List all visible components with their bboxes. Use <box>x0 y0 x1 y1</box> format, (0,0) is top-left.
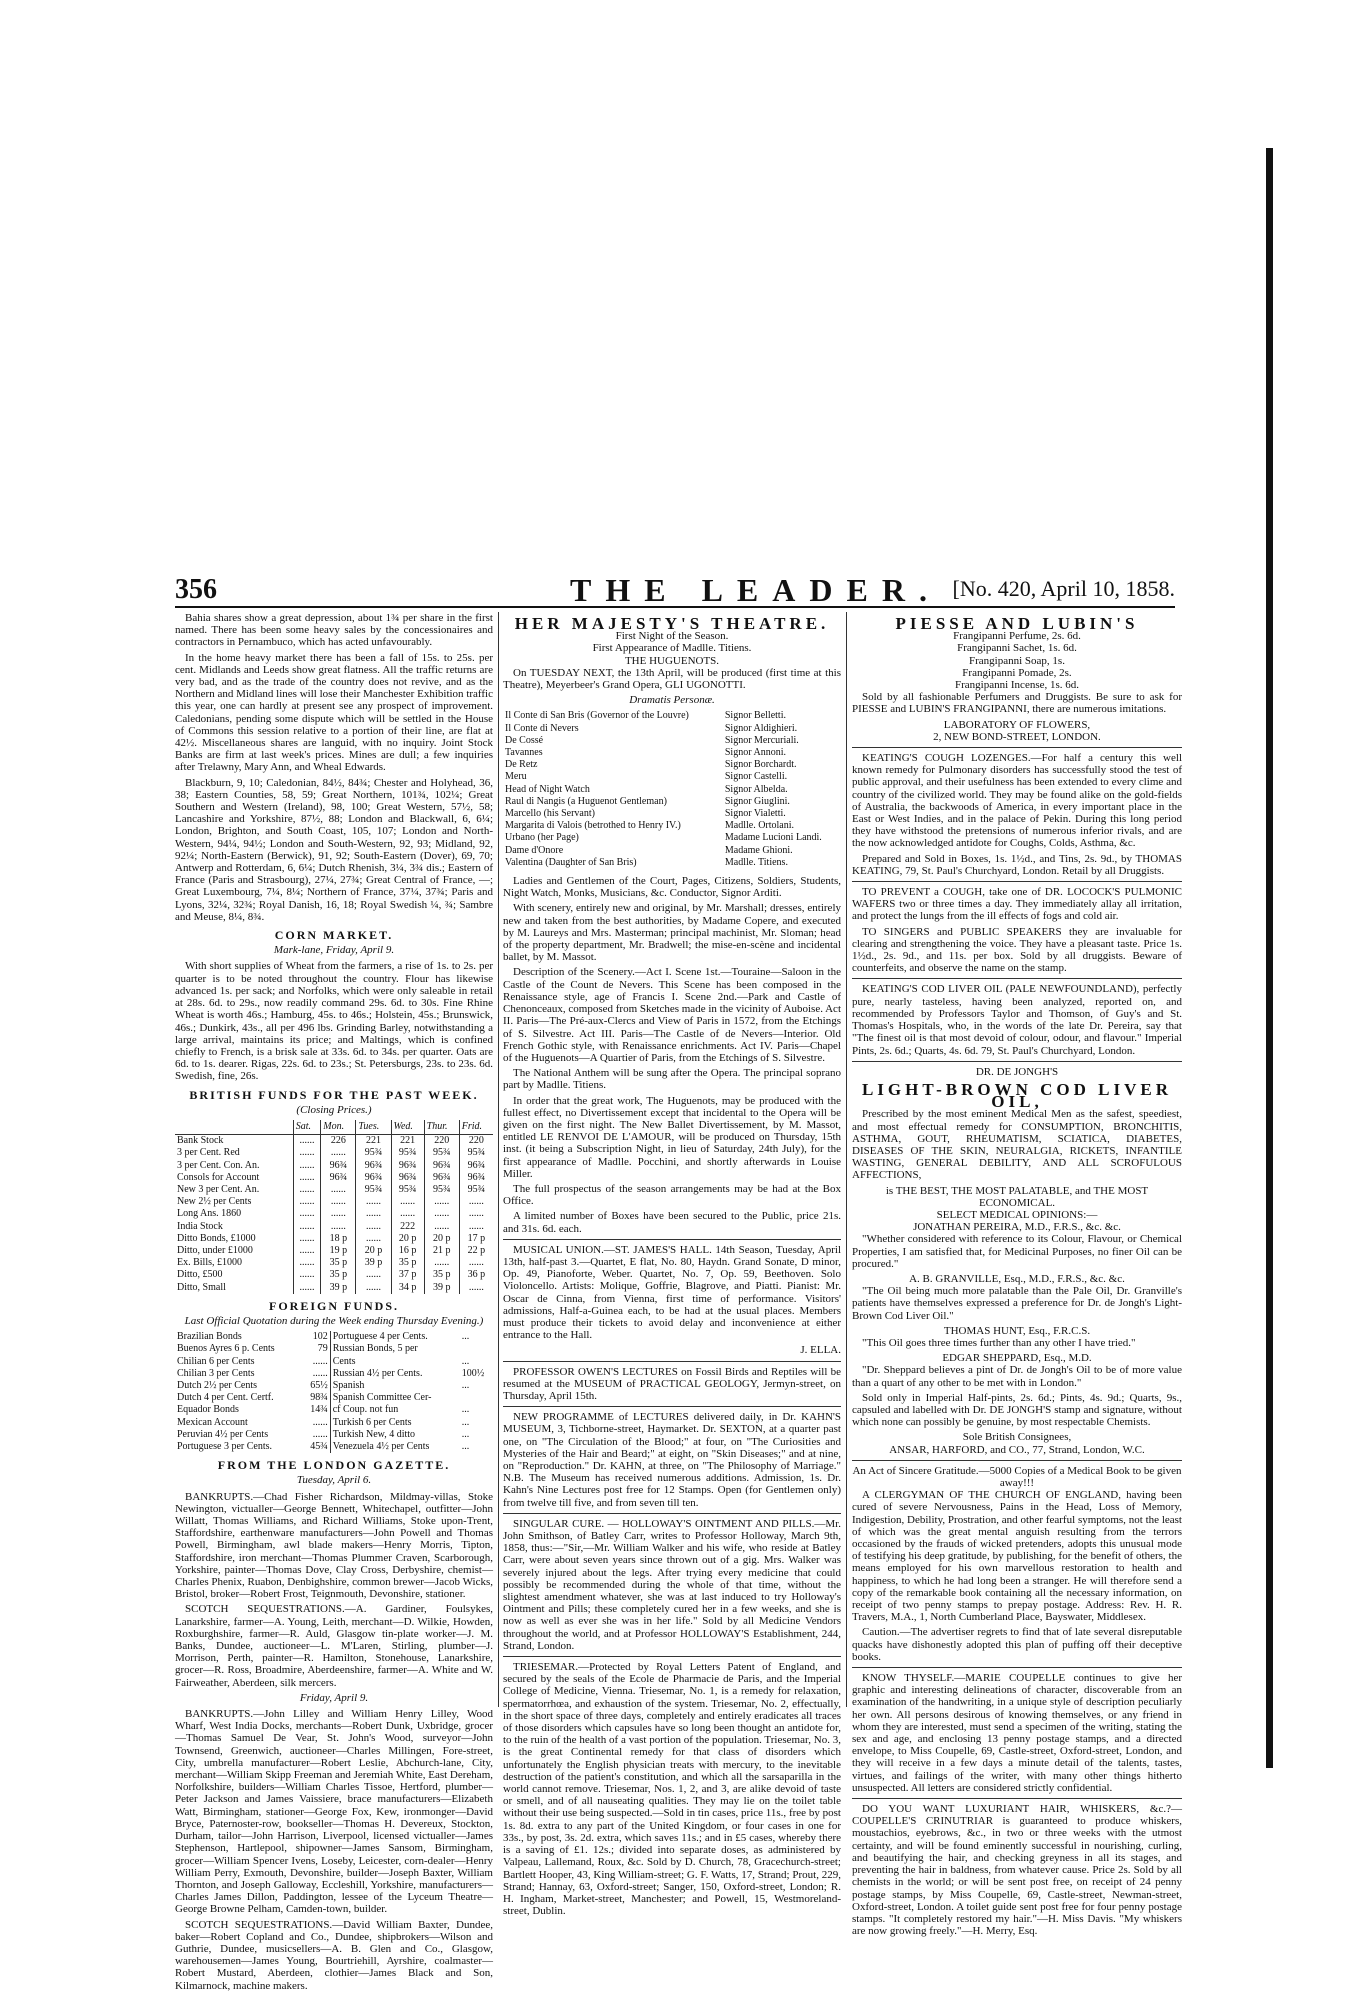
theatre-sub-3: THE HUGUENOTS. <box>624 654 720 667</box>
table-cell: Dame d'Onore <box>505 844 564 856</box>
theatre-paragraph-3: With scenery, entirely new and original, by Mr. Marshall; dresses, entirely new and taken from the best authorities, by Madame Copere, and executed by M. Laureys and Mrs. Masterman; principal machinist, Mr. Sloman; head of the property department, Mr. Bradwell; the mise-en-scène and incidental ballet, by M. Massot. <box>503 902 841 964</box>
table-row <box>503 845 841 857</box>
table-cell: 16 p <box>391 1245 424 1257</box>
whiskers-ad: DO YOU WANT LUXURIANT HAIR, WHISKERS, &c.?—COUPELLE'S CRINUTRIAR is guaranteed to produce whiskers, moustachios, eyebrows, &c., in two or three weeks with the utmost certainty, and will be found eminently successful in nourishing, curling, and beautifying the hair, and checking greyness in all its stages, and preventing the hair in baldness, from whatever cause. Price 2s. Sold by all chemists in the world; or will be sent post free, on receipt of 24 penny postage stamps, by Miss Coupelle, 69, Castle-street, Newman-street, Oxford-street, London. A toilet guide sent post free for four penny postage stamps. "It completely restored my hair."—H. Miss Davis. "My whiskers are now growing freely."—H. Merry, Esq. <box>852 1803 1182 1938</box>
separator <box>852 1798 1182 1799</box>
table-row <box>503 820 841 832</box>
table-cell: ...... <box>293 1269 321 1281</box>
table-row <box>175 1245 493 1257</box>
funds-header-cell: Sat. <box>293 1120 321 1135</box>
funds-header-cell: Tues. <box>356 1120 391 1135</box>
gazette-bankrupts-2: BANKRUPTS.—John Lilley and William Henry Lilley, Wood Wharf, West India Docks, merchants—Robert Dunk, Uxbridge, grocer—Thomas Samuel De Vear, St. John's Wood, surveyor—John Townsend, Greenwich, auctioneer—Charles Millingen, Fore-street, City, umbrella manufacturer—Robert Leslie, Abchurch-lane, City, merchant—William Skipp Freeman and Jeremiah White, East Dereham, Norfolkshire, builders—William Charles Tissoe, Hertford, plumber—Peter Jackson and James Vaissiere, brace manufacturers—Elizabeth Watt, Birmingham, stationer—George Fox, Kew, ironmonger—David Bryce, Paternoster-row, bookseller—Thomas H. Devereux, Stockton, Durham, tailor—John Harrison, Liverpool, licensed victualler—James Stephenson, Hartlepool, shipowner—James Sansom, Birmingham, grocer—William Spencer Ivens, Loseby, Leicester, corn-dealer—Henry William Perry, Exmouth, Devonshire, builder—Joseph Baxter, William Thornton, and Joseph Galloway, Eccleshill, Yorkshire, manufacturers—Charles James Dillon, Paddington, lessee of the Lyceum Theatre—George Browne Pelham, Camden-town, builder. <box>175 1708 493 1916</box>
table-cell: ...... <box>424 1196 459 1208</box>
table-cell: ...... <box>459 1208 493 1220</box>
table-cell: 95¾ <box>391 1184 424 1196</box>
theatre-paragraph-8: A limited number of Boxes have been secured to the Public, price 21s. and 31s. 6d. each. <box>503 1210 841 1235</box>
table-row <box>503 808 841 820</box>
table-cell: 21 p <box>424 1245 459 1257</box>
table-cell: Cents <box>332 1355 356 1367</box>
table-cell: 35 p <box>424 1269 459 1281</box>
table-cell: 96¾ <box>424 1172 459 1184</box>
gazette-scotch-2: SCOTCH SEQUESTRATIONS.—David William Baxter, Dundee, baker—Robert Copland and Co., Dundee, shipbrokers—Wilson and Guthrie, Dundee, musicsellers—A. B. Glen and Co., Glasgow, warehousemen—James Young, Bourtriehill, Ayrshire, coalmaster—Robert Mustard, Aberdeen, clothier—James Black and Son, Kilmarnock, machine makers. <box>175 1918 493 1992</box>
foreign-funds-table <box>175 1331 493 1453</box>
list-item: Frangipanni Incense, 1s. 6d. <box>954 679 1080 692</box>
table-cell: 95¾ <box>391 1147 424 1159</box>
theatre-paragraph-5: The National Anthem will be sung after the Opera. The principal soprano part by Madlle. Titiens. <box>503 1067 841 1092</box>
british-funds-title: BRITISH FUNDS FOR THE PAST WEEK. <box>189 1087 479 1102</box>
table-cell: Madame Lucioni Landi. <box>724 832 822 844</box>
table-cell: 36 p <box>459 1269 493 1281</box>
table-row <box>175 1356 493 1368</box>
opinion-4: "Dr. Sheppard believes a pint of Dr. de Jongh's Oil to be of more value than a quart of any other to be met with in London." <box>852 1364 1182 1389</box>
theatre-paragraph-6: In order that the great work, The Huguenots, may be produced with the fullest effect, no Divertissement except that incidental to the Opera will be given on the first night. The New Ballet Divertissement, by M. Massot, entitled LE RENVOI DE L'AMOUR, will be produced on Thursday, 15th inst. (it being a Subscription Night, in lieu of Saturday, 24th July), for the first appearance of Madlle. Pocchini, and shortly afterwards in Louise Miller. <box>503 1094 841 1180</box>
table-cell: ...... <box>303 1429 331 1441</box>
table-row <box>175 1233 493 1245</box>
market-paragraph-2: In the home heavy market there has been a fall of 15s. to 25s. per cent. Midlands and Leeds show great flatness. All the traffic returns are very bad, and as the trade of the country does not revive, and as the Northern and Midland lines will lose their Manchester Exhibition traffic this year, one can hardly at present see any prospect of improvement. Caledonians, pending some dispute which will be settled in the House of Commons this session relative to a portion of their line, are flat at 42½. Miscellaneous shares are languid, with no inquiry. Joint Stock Banks are firm at last week's prices. Mines are dull; a few inquiries after Trelawny, Mary Ann, and Wheal Edwards. <box>175 651 493 774</box>
table-cell: Valentina (Daughter of San Bris) <box>505 856 637 868</box>
table-cell: ... <box>461 1355 470 1367</box>
table-cell: Madame Ghioni. <box>724 844 793 856</box>
funds-header-cell: Mon. <box>321 1120 356 1135</box>
table-cell: ...... <box>293 1282 321 1294</box>
triesemar-ad: TRIESEMAR.—Protected by Royal Letters Patent of England, and secured by the seals of the Ecole de Pharmacie de Paris, and the Imperial College of Medicine, Vienna. Triesemar, No. 1, is a remedy for relaxation, spermatorrhœa, and exhaustion of the system. Triesemar, No. 2, effectually, in the short space of three days, completely and entirely eradicates all traces of those disorders which capsules have so long been thought an antidote for, to the ruin of the health of a vast portion of the population. Triesemar, No. 3, is the great Continental remedy for that class of disorders which unfortunately the English physician treats with mercury, to the inevitable destruction of the patient's constitution, and which all the sarsaparilla in the world cannot remove. Triesemar, Nos. 1, 2, and 3, are alike devoid of taste or smell, and of all nauseating qualities. They may lie on the toilet table without their use being suspected.—Sold in tin cases, price 11s., free by post 1s. 8d. extra to any part of the United Kingdom, or four cases in one for 33s., by post, 3s. 2d. extra, which saves 11s.; and in £5 cases, whereby there is a saving of £1. 12s.; divided into separate doses, as administered by Valpeau, Lallemand, Roux, &c. Sold by D. Church, 78, Gracechurch-street; Bartlett Hooper, 43, King William-street; G. F. Watts, 17, Strand; Prout, 229, Strand; Hannay, 63, Oxford-street; Sanger, 150, Oxford-street, London; R. H. Ingham, Market-street, Manchester; and Powell, 15, Westmoreland-street, Dublin. <box>503 1661 841 1918</box>
table-cell: ...... <box>293 1208 321 1220</box>
jongh-title: LIGHT-BROWN COD LIVER OIL, <box>861 1079 1173 1112</box>
table-cell: 95¾ <box>459 1184 493 1196</box>
table-cell: Meru <box>505 771 527 783</box>
table-cell: Turkish New, 4 ditto <box>332 1428 416 1440</box>
table-cell: 226 <box>321 1135 356 1148</box>
table-row <box>175 1404 493 1416</box>
table-cell: ...... <box>303 1356 331 1368</box>
table-row <box>175 1208 493 1220</box>
separator <box>503 1513 841 1514</box>
table-cell: ...... <box>321 1196 356 1208</box>
keating-cough-ad: KEATING'S COUGH LOZENGES.—For half a century this well known remedy for Pulmonary disorders has successfully stood the test of public approval, and their usefulness has been extended to every clime and country of the civilized world. They may be found alike on the gold-fields of Australia, the backwoods of America, in every important place in the East or West Indies, and in the palace of Pekin. During this long period they have withstood the pretensions of numerous inferior rivals, and are the now acknowledged antidote for Coughs, Colds, Asthma, &c. <box>852 752 1182 850</box>
table-cell: ...... <box>321 1208 356 1220</box>
table-cell: Signor Albelda. <box>724 783 788 795</box>
table-cell: cf Coup. not fun <box>332 1404 399 1416</box>
foreign-funds-title: FOREIGN FUNDS. <box>268 1298 399 1313</box>
table-row <box>175 1380 493 1392</box>
theatre-paragraph-7: The full prospectus of the season arrangements may be had at the Box Office. <box>503 1182 841 1208</box>
opinion-2: "The Oil being much more palatable than the Pale Oil, Dr. Granville's patients have themselves expressed a preference for Dr. de Jongh's Light-Brown Cod Liver Oil." <box>852 1285 1182 1322</box>
table-cell: Long Ans. 1860 <box>177 1208 242 1220</box>
table-cell: 45¾ <box>303 1441 331 1453</box>
table-row <box>503 832 841 844</box>
market-paragraph-1: Bahia shares show a great depression, about 1¾ per share in the first named. There has been some heavy sales by the concessionaires and contractors in Pernambuco, which has acted unfavourably. <box>175 612 493 649</box>
holloway-ad: SINGULAR CURE. — HOLLOWAY'S OINTMENT AND PILLS.—Mr. John Smithson, of Batley Carr, writes to Professor Holloway, March 9th, 1858, thus:—"Sir,—Mr. William Walker and his wife, who reside at Batley Carr, were about seven years since thrown out of a gig. Mrs. Walker was severely injured about the legs. After trying every medicine that could possibly be recommended during the whole of that time, without the slightest amendment whatever, she was at last induced to try Holloway's Ointment and Pills; these completely cured her in a few weeks, and she is now as well as ever she was in her life." Sold by all Medicine Vendors throughout the world, and at Professor HOLLOWAY'S Establishment, 244, Strand, London. <box>503 1517 841 1652</box>
table-cell: ...... <box>356 1196 391 1208</box>
table-cell: 95¾ <box>424 1147 459 1159</box>
table-cell: 20 p <box>424 1233 459 1245</box>
separator <box>852 747 1182 748</box>
table-cell: Ditto, under £1000 <box>177 1244 253 1256</box>
table-row <box>503 771 841 783</box>
table-cell: Brazilian Bonds <box>177 1331 242 1343</box>
opinion-1: "Whether considered with reference to its Colour, Flavour, or Chemical Properties, I am satisfied that, for Medicinal Purposes, no finer Oil can be procured." <box>852 1233 1182 1270</box>
table-cell: 95¾ <box>356 1184 391 1196</box>
table-cell: De Cossé <box>505 734 544 746</box>
table-cell: 35 p <box>321 1257 356 1269</box>
clergyman-ad: A CLERGYMAN OF THE CHURCH OF ENGLAND, having been cured of severe Nervousness, Pains in the Head, Loss of Memory, Indigestion, Debility, Prostration, and other fearful symptoms, not the least of which was the great mental anguish resulting from the terrors occasioned by the frauds of wicked pretenders, adopts this unusual mode of testifying his deep gratitude, by publishing, for the benefit of others, the means employed for his own marvellous restoration to health and happiness, to which he had long been a stranger. He will therefore send a copy of the remarkable book containing all the necessary information, on receipt of two penny stamps to prepay postage. Address: Rev. H. R. Travers, M.A., 1, North Cumberland Place, Bayswater, Middlesex. <box>852 1489 1182 1624</box>
table-cell: Il Conte di Nevers <box>505 722 579 734</box>
table-cell: Portuguese 4 per Cents. <box>332 1331 428 1343</box>
table-cell: New 3 per Cent. An. <box>177 1183 260 1195</box>
table-cell: Signor Giuglini. <box>724 795 790 807</box>
table-cell: India Stock <box>177 1220 223 1232</box>
theatre-paragraph-4: Description of the Scenery.—Act I. Scene 1st.—Touraine—Saloon in the Castle of the Count de Nevers. This Scene has been composed in the Renaissance style, age of Francis I. Scene 2nd.—Park and Castle of Chenonceaux, composed from Sketches made in the vicinity of Auboise. Act II. Paris—The Pré-aux-Clercs and View of Paris in 1572, from the Etchings of S. Silvestre. Act III. Paris—The Castle of de Nevers—Interior. Old French Gothic style, with Renaissance enrichments. Act IV. Paris—Chapel of the Huguenots—A Quartier of Paris, from the Etchings of S. Silvestre. <box>503 966 841 1064</box>
table-cell: 96¾ <box>391 1172 424 1184</box>
table-cell: 95¾ <box>424 1184 459 1196</box>
issue-info: [No. 420, April 10, 1858. <box>952 576 1175 601</box>
table-cell: 221 <box>356 1135 391 1148</box>
table-cell: 96¾ <box>321 1172 356 1184</box>
separator <box>503 1656 841 1657</box>
table-row <box>175 1172 493 1184</box>
table-cell: 35 p <box>391 1257 424 1269</box>
table-cell: 96¾ <box>321 1160 356 1172</box>
header-rule <box>175 606 1175 608</box>
jongh-best: is THE BEST, THE MOST PALATABLE, and THE MOST ECONOMICAL. <box>885 1184 1149 1209</box>
table-row <box>503 747 841 759</box>
table-row <box>175 1184 493 1196</box>
table-cell: ... <box>461 1441 470 1452</box>
table-cell: ...... <box>424 1257 459 1269</box>
funds-header-cell: Frid. <box>459 1120 493 1135</box>
table-cell: Chilian 6 per Cents <box>177 1355 255 1367</box>
jongh-address: ANSAR, HARFORD, and CO., 77, Strand, London, W.C. <box>889 1443 1145 1456</box>
table-cell: ...... <box>293 1196 321 1208</box>
table-cell: ...... <box>321 1147 356 1159</box>
table-cell: 17 p <box>459 1233 493 1245</box>
gazette-date-1: Tuesday, April 6. <box>296 1474 372 1487</box>
table-row <box>175 1282 493 1294</box>
table-cell: 14¾ <box>303 1404 331 1416</box>
piesse-product-list <box>852 630 1182 691</box>
table-row <box>175 1160 493 1172</box>
table-cell: 39 p <box>356 1257 391 1269</box>
table-row <box>503 759 841 771</box>
clergyman-pre: An Act of Sincere Gratitude.—5000 Copies of a Medical Book to be given away!!! <box>852 1464 1182 1489</box>
opinion-1-name: JONATHAN PEREIRA, M.D., F.R.S., &c. &c. <box>913 1221 1121 1234</box>
table-row <box>175 1429 493 1441</box>
table-cell: Signor Borchardt. <box>724 759 797 771</box>
theatre-sub-1: First Night of the Season. <box>615 630 729 643</box>
table-cell: ...... <box>459 1196 493 1208</box>
jongh-pre-title: DR. DE JONGH'S <box>975 1065 1059 1078</box>
table-cell: ...... <box>293 1233 321 1245</box>
table-cell: Spanish <box>332 1379 365 1391</box>
table-row <box>175 1257 493 1269</box>
separator <box>503 1361 841 1362</box>
table-cell: Head of Night Watch <box>505 783 590 795</box>
table-cell: ...... <box>391 1196 424 1208</box>
piesse-text: Sold by all fashionable Perfumers and Druggists. Be sure to ask for PIESSE and LUBIN'S FRANGIPANNI, there are numerous imitations. <box>852 691 1182 716</box>
table-cell: Dutch 2½ per Cents <box>177 1379 257 1391</box>
table-cell: ...... <box>356 1282 391 1294</box>
table-cell: ...... <box>293 1257 321 1269</box>
list-item: Frangipanni Sachet, 1s. 6d. <box>957 642 1077 655</box>
table-cell: 100½ <box>461 1367 485 1379</box>
keating-oil-ad: KEATING'S COD LIVER OIL (PALE NEWFOUNDLAND), perfectly pure, nearly tasteless, having been analyzed, reported on, and recommended by Professors Taylor and Thomson, of Guy's and St. Thomas's Hospitals, who, in the words of the late Dr. Pereira, say that "The finest oil is that most devoid of colour, odour, and flavour." Imperial Pints, 2s. 6d.; Quarts, 4s. 6d. 79, St. Paul's Churchyard, London. <box>852 983 1182 1057</box>
table-cell: 18 p <box>321 1233 356 1245</box>
separator <box>852 1061 1182 1062</box>
funds-header-cell <box>175 1120 293 1135</box>
table-cell: Spanish Committee Cer- <box>332 1392 432 1404</box>
page-header <box>175 570 1175 610</box>
table-cell: 96¾ <box>424 1160 459 1172</box>
table-cell: 35 p <box>321 1269 356 1281</box>
table-cell <box>460 1343 493 1355</box>
table-cell: ...... <box>459 1282 493 1294</box>
gazette-bankrupts-1: BANKRUPTS.—Chad Fisher Richardson, Mildmay-villas, Stoke Newington, victualler—George Bennett, Whitechapel, outfitter—John Willatt, Thomas Williams, and Richard Williams, Stoke upon-Trent, Staffordshire, earthenware manufacturers—John Powell and Thomas Powell, Birmingham, awl blade makers—Henry Morris, Tipton, Staffordshire, iron merchant—Thomas Plummer Craven, Scarborough, Yorkshire, painter—Thomas Dove, Clay Cross, Derbyshire, chemist—Charles Phenix, Ruabon, Denbighshire, common brewer—Jacob Wicks, Bristol, broker—Robert Frost, Teignmouth, Devonshire, stationer. <box>175 1490 493 1601</box>
table-cell: ...... <box>459 1257 493 1269</box>
table-cell: 20 p <box>356 1245 391 1257</box>
table-cell: Chilian 3 per Cents <box>177 1367 255 1379</box>
table-cell: Signor Annoni. <box>724 747 786 759</box>
table-cell <box>460 1392 493 1404</box>
table-cell: 95¾ <box>459 1147 493 1159</box>
table-cell: 39 p <box>424 1282 459 1294</box>
table-row <box>503 735 841 747</box>
column-3 <box>852 612 1182 1938</box>
select-opinions: SELECT MEDICAL OPINIONS:— <box>936 1208 1098 1221</box>
table-cell: Portuguese 3 per Cents. <box>177 1441 272 1452</box>
column-1 <box>175 612 493 1992</box>
table-cell: ...... <box>293 1245 321 1257</box>
piesse-address-1: LABORATORY OF FLOWERS, <box>943 718 1091 731</box>
table-cell: Venezuela 4½ per Cents <box>332 1441 430 1452</box>
table-row <box>503 857 841 869</box>
musical-union-ad: MUSICAL UNION.—ST. JAMES'S HALL. 14th Season, Tuesday, April 13th, half-past 3.—Quartet, E flat, No. 80, Haydn. Grand Sonate, D minor, Op. 49, Pianoforte, Weber. Quartet, No. 7, Op. 59, Beethoven. Solo Violoncello. Artists: Molique, Goffrie, Blagrove, and Piatti. Pianist: Mr. Oscar de Cinna, from Vienna, first time of performance. Visitors' admissions, Half-a-Guinea each, to be had at the usual places. Members must produce their tickets to avoid delay and inconvenience at either entrance to the Hall. <box>503 1243 841 1342</box>
table-row <box>503 784 841 796</box>
table-row <box>175 1417 493 1429</box>
table-cell: 220 <box>424 1135 459 1148</box>
railway-prices: Blackburn, 9, 10; Caledonian, 84½, 84¾; Chester and Holyhead, 36, 38; Eastern Counties, 58, 59; Great Northern, 101¾, 102¼; Great Southern and Western (Ireland), 98, 100; Great Western, 57½, 58; Lancashire and Yorkshire, 87½, 88; London and Blackwall, 6, 6¼; London, Brighton, and South Coast, 105, 107; London and North-Western, 94¼, 94½; London and South-Western, 92, 93; Midland, 92, 92¼; North-Eastern (Berwick), 91, 92; South-Eastern (Dover), 69, 70; Antwerp and Rotterdam, 6, 6¼; Dutch Rhenish, 3¼, 3¾ dis.; Eastern of France (Paris and Strasbourg), 27¼, 27¾; Great Central of France, —; Great Luxembourg, 7¼, 8¼; Northern of France, 37¼, 37¾; Paris and Lyons, 32¼, 32¾; Royal Danish, 16, 18; Royal Swedish ¼, ¾; Sambre and Meuse, 8¼, 8¾. <box>175 776 493 923</box>
table-cell: 220 <box>459 1135 493 1148</box>
table-cell: 20 p <box>391 1233 424 1245</box>
jongh-consignees: Sole British Consignees, <box>962 1431 1072 1444</box>
table-cell: 222 <box>391 1221 424 1233</box>
table-cell: ...... <box>356 1269 391 1281</box>
table-cell: Il Conte di San Bris (Governor of the Louvre) <box>505 710 689 722</box>
table-cell: ...... <box>356 1233 391 1245</box>
table-cell: Raul di Nangis (a Huguenot Gentleman) <box>505 795 667 807</box>
column-rule-2 <box>846 612 847 1707</box>
dramatis-personae: Dramatis Personæ. <box>629 694 715 707</box>
table-cell: ...... <box>293 1160 321 1172</box>
table-cell: 37 p <box>391 1269 424 1281</box>
table-cell: ... <box>461 1404 470 1416</box>
table-row <box>175 1331 493 1343</box>
table-cell: ...... <box>459 1221 493 1233</box>
table-row <box>175 1147 493 1159</box>
opinion-4-name: EDGAR SHEPPARD, Esq., M.D. <box>942 1352 1092 1365</box>
gazette-scotch-1: SCOTCH SEQUESTRATIONS.—A. Gardiner, Foulsykes, Lanarkshire, farmer—A. Young, Leith, merchant—D. Wilkie, Howden, Roxburghshire, farmer—R. Auld, Glasgow tin-plate worker—J. M. Banks, Dundee, auctioneer—L. M'Laren, Stirling, plumber—J. Morrison, Perth, painter—R. Hamilton, Stonehouse, Lanarkshire, grocer—R. Ross, Broadmire, Aberdeenshire, farmer—A. White and W. Fairweather, Aberdeen, silk mercers. <box>175 1603 493 1689</box>
list-item: Frangipanni Pomade, 2s. <box>962 666 1072 679</box>
table-row <box>175 1368 493 1380</box>
table-cell: Signor Vialetti. <box>724 808 786 820</box>
table-cell: Urbano (her Page) <box>505 832 579 844</box>
corn-market-date: Mark-lane, Friday, April 9. <box>273 944 395 957</box>
table-cell: ...... <box>303 1368 331 1380</box>
theatre-title: HER MAJESTY'S THEATRE. <box>514 614 830 633</box>
table-cell: Signor Mercuriali. <box>724 734 799 746</box>
table-cell: ...... <box>321 1221 356 1233</box>
table-cell: Peruvian 4½ per Cents <box>177 1428 269 1440</box>
british-funds-subtitle: (Closing Prices.) <box>296 1103 372 1116</box>
table-cell: 3 per Cent. Con. An. <box>177 1159 260 1171</box>
table-cell: De Retz <box>505 759 538 771</box>
table-cell: Signor Castelli. <box>724 771 788 783</box>
keating-cough-sold: Prepared and Sold in Boxes, 1s. 1½d., and Tins, 2s. 9d., by THOMAS KEATING, 79, St. Paul's Churchyard, London. Retail by all Druggists. <box>852 852 1182 877</box>
table-row <box>503 723 841 735</box>
table-row <box>503 796 841 808</box>
piesse-address-2: 2, NEW BOND-STREET, LONDON. <box>933 730 1101 743</box>
table-cell: ...... <box>356 1208 391 1220</box>
table-cell: Dutch 4 per Cent. Certf. <box>177 1392 274 1404</box>
musical-union-signature: J. ELLA. <box>800 1344 841 1357</box>
table-cell: 95¾ <box>356 1147 391 1159</box>
theatre-sub-2: First Appearance of Madlle. Titiens. <box>592 642 752 655</box>
cast-table <box>503 710 841 869</box>
table-cell: ... <box>461 1428 470 1440</box>
gazette-date-2: Friday, April 9. <box>299 1691 369 1704</box>
masthead-title: THE LEADER. <box>570 572 941 608</box>
separator <box>852 1667 1182 1668</box>
table-cell: ...... <box>293 1221 321 1233</box>
jongh-sold: Sold only in Imperial Half-pints, 2s. 6d.; Pints, 4s. 9d.; Quarts, 9s., capsuled and labelled with Dr. DE JONGH'S stamp and signature, without which none can possibly be genuine, by most respectable Chemists. <box>852 1391 1182 1429</box>
table-row <box>175 1221 493 1233</box>
table-cell: Signor Belletti. <box>724 710 786 722</box>
table-cell: Marcello (his Servant) <box>505 808 595 820</box>
table-cell: ...... <box>293 1147 321 1159</box>
table-cell: 65½ <box>303 1380 331 1392</box>
table-cell: Turkish 6 per Cents <box>332 1416 412 1428</box>
table-row <box>175 1269 493 1281</box>
table-cell: ... <box>461 1379 470 1391</box>
funds-header-cell: Wed. <box>391 1120 424 1135</box>
singers-ad: TO SINGERS and PUBLIC SPEAKERS they are invaluable for clearing and strengthening the voice. They have a pleasant taste. Price 1s. 1½d., 2s. 9d., and 11s. per box. Sold by all druggists. Beware of counterfeits, and observe the name on the stamp. <box>852 925 1182 975</box>
table-cell: 98¾ <box>303 1392 331 1404</box>
table-cell: ...... <box>424 1221 459 1233</box>
table-cell: Signor Aldighieri. <box>724 722 798 734</box>
corn-market-title: CORN MARKET. <box>274 928 394 943</box>
table-cell: ...... <box>321 1184 356 1196</box>
table-cell: Mexican Account <box>177 1416 248 1428</box>
opinion-3: "This Oil goes three times further than any other I have tried." <box>862 1336 1136 1349</box>
table-cell: Madlle. Ortolani. <box>724 820 795 832</box>
column-2 <box>503 612 841 1918</box>
separator <box>852 978 1182 979</box>
separator <box>852 881 1182 882</box>
foreign-funds-subtitle: Last Official Quotation during the Week ending Thursday Evening.) <box>184 1314 484 1327</box>
table-row <box>175 1135 493 1148</box>
table-cell: 34 p <box>391 1282 424 1294</box>
table-cell: Margarita di Valois (betrothed to Henry IV.) <box>505 820 681 832</box>
owen-lectures-ad: PROFESSOR OWEN'S LECTURES on Fossil Birds and Reptiles will be resumed at the MUSEUM of PRACTICAL GEOLOGY, Jermyn-street, on Thursday, April 15th. <box>503 1365 841 1402</box>
table-cell: 221 <box>391 1135 424 1148</box>
table-cell: 102 <box>303 1331 331 1343</box>
table-row <box>503 710 841 722</box>
table-cell: ...... <box>391 1208 424 1220</box>
separator <box>503 1239 841 1240</box>
clergyman-caution: Caution.—The advertiser regrets to find that of late several disreputable quacks have dishonestly adopted this plan of puffing off their deceptive books. <box>852 1626 1182 1663</box>
table-cell: 79 <box>303 1343 331 1355</box>
table-row <box>175 1441 493 1453</box>
table-cell: ...... <box>424 1208 459 1220</box>
table-cell: New 2½ per Cents <box>177 1196 252 1208</box>
table-cell: Equador Bonds <box>177 1404 239 1416</box>
table-cell: Buenos Ayres 6 p. Cents <box>177 1343 275 1355</box>
jongh-text: Prescribed by the most eminent Medical Men as the safest, speediest, and most effectual remedy for CONSUMPTION, BRONCHITIS, ASTHMA, GOUT, RHEUMATISM, SCIATICA, DIABETES, DISEASES OF THE SKIN, NEURALGIA, RICKETS, INFANTILE WASTING, GENERAL DEBILITY, AND ALL SCROFULOUS AFFECTIONS, <box>852 1108 1182 1182</box>
prevent-cough-ad: TO PREVENT a COUGH, take one of DR. LOCOCK'S PULMONIC WAFERS two or three times a day. They immediately allay all irritation, and protect the lungs from the ill effects of fogs and cold air. <box>852 886 1182 923</box>
table-cell: Ditto Bonds, £1000 <box>177 1232 256 1244</box>
table-cell: ...... <box>303 1417 331 1429</box>
column-rule-1 <box>498 612 499 1707</box>
table-cell: Ditto, Small <box>177 1281 226 1293</box>
table-cell: 96¾ <box>356 1160 391 1172</box>
british-funds-table <box>175 1120 493 1294</box>
table-cell: 3 per Cent. Red <box>177 1147 240 1159</box>
table-cell: 22 p <box>459 1245 493 1257</box>
table-row <box>175 1392 493 1404</box>
funds-header-cell: Thur. <box>424 1120 459 1135</box>
table-cell: ... <box>461 1331 470 1343</box>
separator <box>852 1460 1182 1461</box>
kahn-lectures-ad: NEW PROGRAMME of LECTURES delivered daily, in Dr. KAHN'S MUSEUM, 3, Tichborne-street, Haymarket. Dr. SEXTON, at a quarter past one, on "The Circulation of the Blood;" at four, on "The Curiosities and Mysteries of the Hair and Beard;" at eight, on "Skin Diseases;" and at nine, on "Reproduction." Dr. KAHN, at three, on "The Philosophy of Marriage." N.B. The Museum has received numerous additions. Admission, 1s. Dr. Kahn's Nine Lectures post free for 12 Stamps. Open (for Gentlemen only) from twelve till five, and from seven till ten. <box>503 1411 841 1509</box>
table-row <box>175 1343 493 1355</box>
opinion-2-name: A. B. GRANVILLE, Esq., M.D., F.R.S., &c. &c. <box>909 1272 1125 1285</box>
piesse-title: PIESSE AND LUBIN'S <box>895 614 1139 633</box>
table-cell: 96¾ <box>459 1172 493 1184</box>
table-cell: Russian Bonds, 5 per <box>332 1343 418 1355</box>
table-cell: ...... <box>293 1135 321 1148</box>
separator <box>503 1406 841 1407</box>
table-cell: ...... <box>293 1172 321 1184</box>
page-edge-bar <box>1266 148 1273 1768</box>
gazette-title: FROM THE LONDON GAZETTE. <box>217 1458 451 1473</box>
table-cell: Bank Stock <box>177 1135 224 1147</box>
list-item: Frangipanni Soap, 1s. <box>969 654 1065 667</box>
table-cell: 96¾ <box>459 1160 493 1172</box>
table-cell: 96¾ <box>356 1172 391 1184</box>
opinion-3-name: THOMAS HUNT, Esq., F.R.C.S. <box>943 1324 1091 1337</box>
theatre-paragraph-2: Ladies and Gentlemen of the Court, Pages, Citizens, Soldiers, Students, Night Watch, Monks, Musicians, &c. Conductor, Signor Arditi. <box>503 875 841 900</box>
corn-market-report: With short supplies of Wheat from the farmers, a rise of 1s. to 2s. per quarter is to be noted throughout the country. Flour has likewise advanced 1s. per sack; and Norfolks, which were only saleable in retail at 28s. 6d. to 29s., now readily command 29s. 6d. to 30s. Fine Rhine Wheat is worth 46s.; Hamburg, 45s. to 46s.; Holstein, 45s.; Brunswick, 46s.; Dunkirk, 43s., all per 496 lbs. Grinding Barley, notwithstanding a large arrival, maintains its price; and Maltings, which is confined chiefly to French, is a brisk sale at 33s. 6d. to 34s. per quarter. Oats are 6d. to 1s. dearer. Rigas, 22s. 6d. to 23s.; St. Petersburgs, 23s. to 23s. 6d. Swedish, fine, 26s. <box>175 960 493 1083</box>
table-cell: Russian 4½ per Cents. <box>332 1367 423 1379</box>
theatre-announcement: On TUESDAY NEXT, the 13th April, will be produced (first time at this Theatre), Meyerbeer's Grand Opera, GLI UGONOTTI. <box>503 666 841 692</box>
list-item: Frangipanni Perfume, 2s. 6d. <box>953 630 1081 643</box>
table-cell: Ex. Bills, £1000 <box>177 1257 243 1269</box>
table-cell: Ditto, £500 <box>177 1269 223 1281</box>
table-row <box>175 1196 493 1208</box>
table-cell: 39 p <box>321 1282 356 1294</box>
table-cell: Consols for Account <box>177 1171 260 1183</box>
page-number: 356 <box>175 574 217 605</box>
table-cell: Madlle. Titiens. <box>724 856 788 868</box>
table-cell: ...... <box>356 1221 391 1233</box>
table-cell: ...... <box>293 1184 321 1196</box>
table-cell: 19 p <box>321 1245 356 1257</box>
table-cell: ... <box>461 1416 470 1428</box>
table-cell: 96¾ <box>391 1160 424 1172</box>
table-cell: Tavannes <box>505 747 543 759</box>
know-thyself-ad: KNOW THYSELF.—MARIE COUPELLE continues to give her graphic and interesting delineations of character, discoverable from an examination of the handwriting, in a unique style of description peculiarly her own. All persons desirous of knowing themselves, or any friend in whom they are interested, must send a specimen of the writing, stating the sex and age, and enclosing 13 penny postage stamps, and a directed envelope, to Miss Coupelle, 69, Castle-street, Oxford-street, London, and they will receive in a few days a minute detail of the talents, tastes, virtues, and failings of the writer, with many other things hitherto unsuspected. All letters are considered strictly confidential. <box>852 1672 1182 1794</box>
